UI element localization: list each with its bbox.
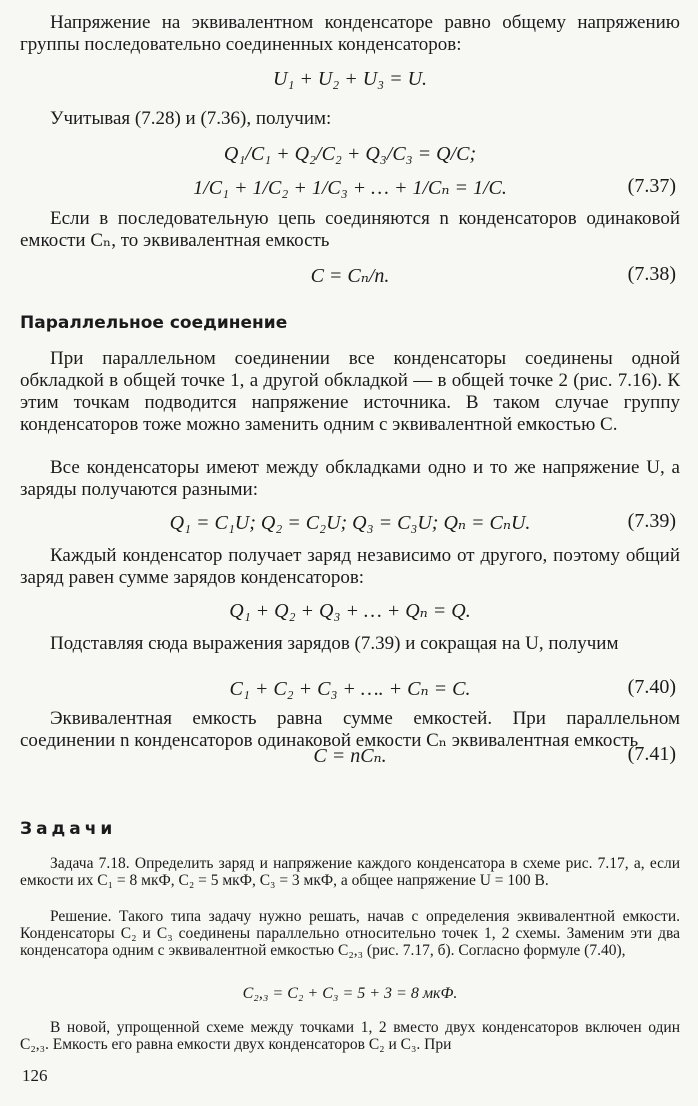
equation-text: Q₁/C₁ + Q₂/C₂ + Q₃/C₃ = Q/C; [223,143,477,165]
paragraph-substituting [20,633,680,655]
equation-7-39 [20,510,680,536]
paragraph-simplified-circuit [20,1019,680,1053]
equation-number: (7.38) [627,263,676,285]
equation-number: (7.41) [627,743,676,765]
solution-text: Решение. Такого типа задачу нужно решать, начав с определения эквивалентной емкости. Конденсаторы C₂ и C₃ соединены параллельно относительно точек 1, 2 схемы. Заменим эти два конденсатора одним с эквивалентной емкостью C₂,₃ (рис. 7.17, б). Согласно формуле (7.40), [20,908,680,959]
section-heading-tasks: Задачи [20,819,117,839]
paragraph-text: Подставляя сюда выражения зарядов (7.39) и сокращая на U, получим [50,633,619,654]
equation-c23 [20,985,680,1011]
equation-text: U₁ + U₂ + U₃ = U. [272,68,428,90]
equation-number: (7.40) [627,676,676,698]
equation-text: C = nCₙ. [313,745,387,767]
equation-text: 1/C₁ + 1/C₂ + 1/C₃ + … + 1/Cₙ = 1/C. [193,177,507,199]
page-number: 126 [22,1066,48,1085]
equation-charge-ratio [20,143,680,169]
paragraph-parallel-intro [20,348,680,436]
equation-charge-sum [20,598,680,624]
paragraph-text: Учитывая (7.28) и (7.36), получим: [50,108,332,129]
paragraph-same-voltage [20,457,680,501]
task-solution [20,908,680,959]
equation-number: (7.39) [627,510,676,532]
equation-text: Q₁ = C₁U; Q₂ = C₂U; Q₃ = C₃U; Qₙ = CₙU. [169,512,531,534]
paragraph-series-voltage [20,12,680,56]
paragraph-text: В новой, упрощенной схеме между точками 1, 2 вместо двух конденсаторов включен один C₂,₃. Емкость его равна емкости двух конденсаторов C₂ и C₃. При [20,1019,680,1053]
paragraph-text: При параллельном соединении все конденсаторы соединены одной обкладкой в общей точке 1, а другой обкладкой — в общей точке 2 (рис. 7.16). К этим точкам подводится напряжение источника. В таком случае группу конденсаторов тоже можно заменить одним с эквивалентной емкостью C. [20,348,680,435]
equation-7-38 [20,263,680,289]
task-7-18 [20,855,680,889]
paragraph-considering [20,108,680,130]
paragraph-text: Каждый конденсатор получает заряд независимо от другого, поэтому общий заряд равен сумме зарядов конденсаторов: [20,545,680,588]
equation-text: C₂,₃ = C₂ + C₃ = 5 + 3 = 8 мкФ. [242,985,458,1002]
equation-number: (7.37) [627,175,676,197]
paragraph-text: Все конденсаторы имеют между обкладками одно и то же напряжение U, а заряды получаются разными: [20,457,680,500]
equation-7-40 [20,676,680,702]
paragraph-text: Напряжение на эквивалентном конденсаторе равно общему напряжению группы последовательно соединенных конденсаторов: [20,12,680,55]
paragraph-text: Эквивалентная емкость равна сумме емкостей. При параллельном соединении n конденсаторов одинаковой емкости Cₙ эквивалентная емкость [20,708,680,751]
paragraph-equal-capacitors [20,208,680,252]
equation-text: C = Cₙ/n. [310,265,390,287]
task-text: Задача 7.18. Определить заряд и напряжение каждого конденсатора в схеме рис. 7.17, а, если емкости их C₁ = 8 мкФ, C₂ = 5 мкФ, C₃ = 3 мкФ, а общее напряжение U = 100 В. [20,855,680,889]
section-heading-parallel: Параллельное соединение [20,313,288,333]
paragraph-independent-charge [20,545,680,589]
equation-7-37 [20,175,680,201]
equation-text: Q₁ + Q₂ + Q₃ + … + Qₙ = Q. [229,600,471,622]
equation-7-41 [20,743,680,769]
paragraph-text: Если в последовательную цепь соединяются n конденсаторов одинаковой емкости Cₙ, то эквивалентная емкость [20,208,680,251]
equation-voltage-sum [20,68,680,94]
equation-text: C₁ + C₂ + C₃ + …. + Cₙ = C. [229,678,471,700]
